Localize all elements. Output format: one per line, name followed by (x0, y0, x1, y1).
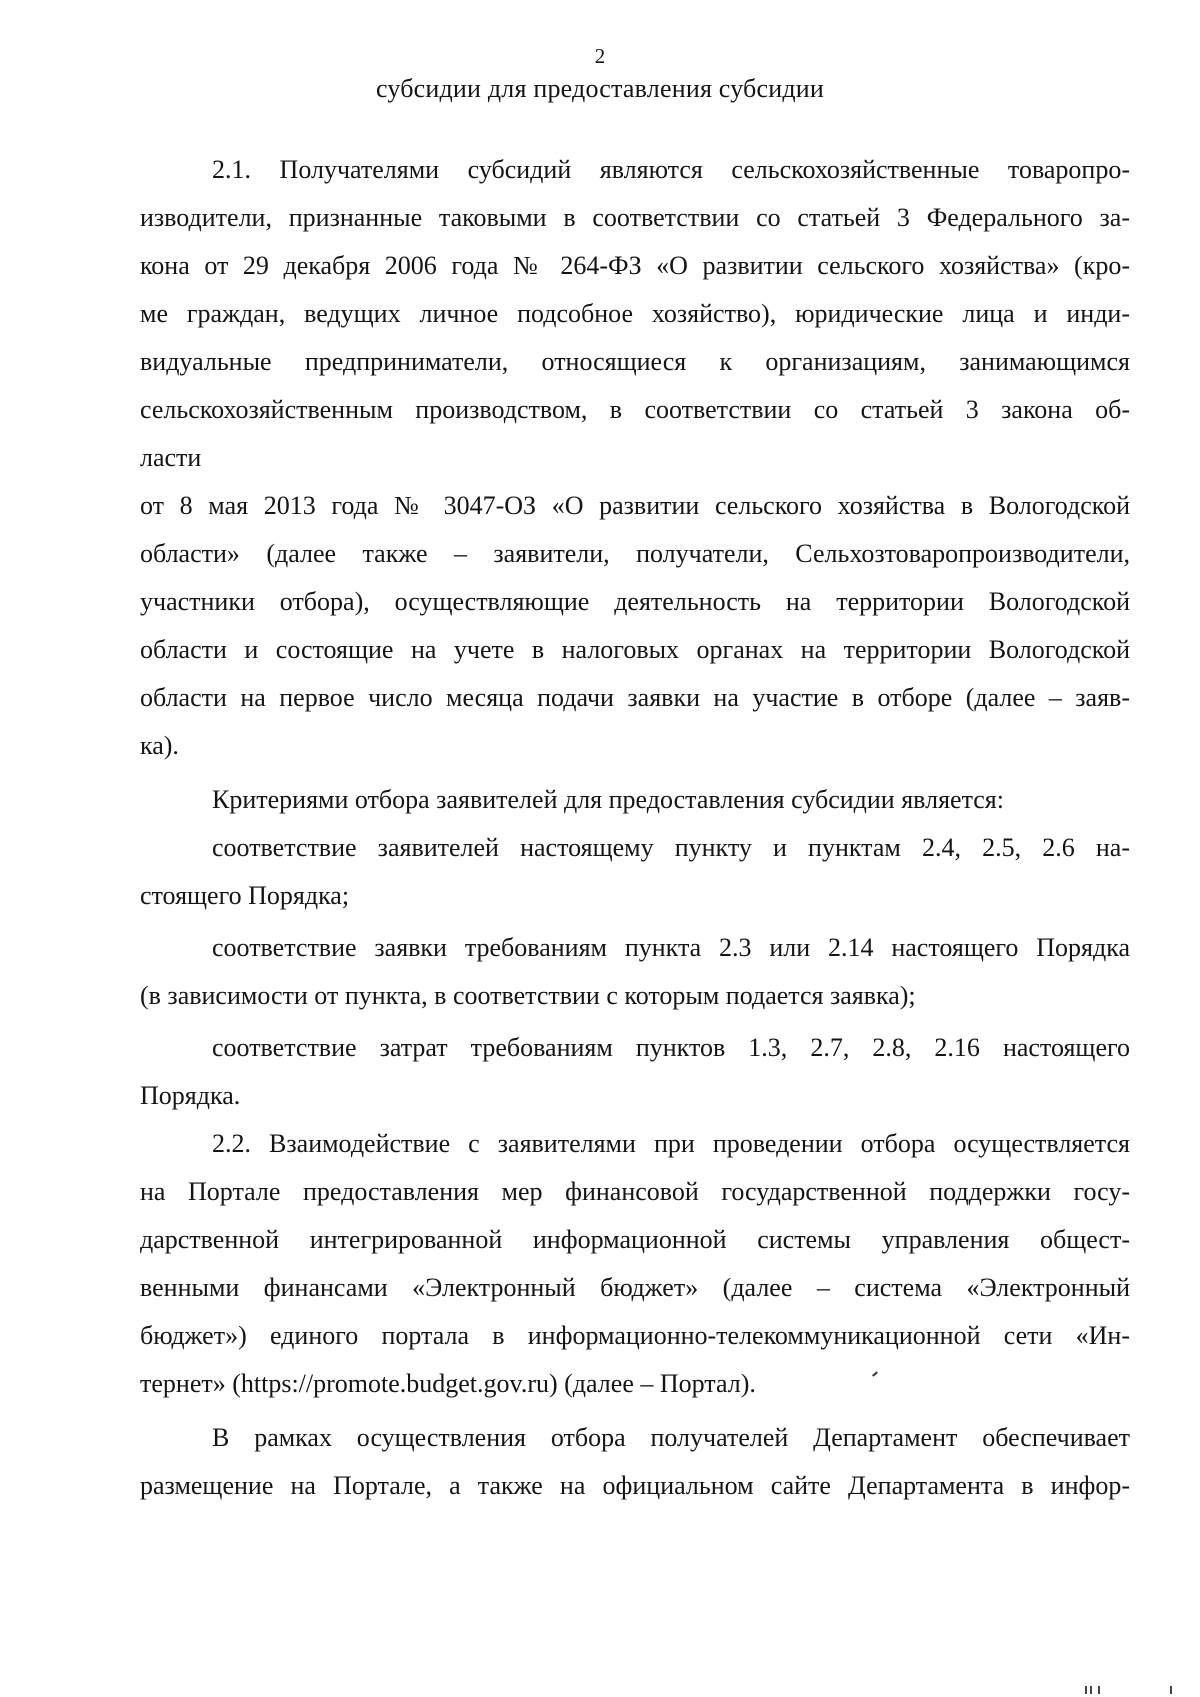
text-line: В рамках осуществления отбора получателей Департамент обеспечивает (212, 1423, 1130, 1452)
text-line: соответствие затрат требованиям пунктов 1.3, 2.7, 2.8, 2.16 настоящего (212, 1033, 1130, 1062)
text-line: соответствие заявки требованиям пункта 2.3 или 2.14 настоящего Порядка (212, 933, 1130, 962)
text-line: 2.2. Взаимодействие с заявителями при проведении отбора осуществляется (212, 1129, 1130, 1158)
text-line: стоящего Порядка; (140, 881, 350, 910)
scan-mark (1090, 1686, 1092, 1694)
text-line: (в зависимости от пункта, в соответствии с которым подается заявка); (140, 981, 916, 1010)
scan-mark (1170, 1686, 1172, 1694)
text-line: области на первое число месяца подачи заявки на участие в отборе (далее – заяв- (140, 683, 1130, 712)
text-line: 2.1. Получателями субсидий являются сельскохозяйственные товаропро- (212, 155, 1130, 184)
text-line: тернет» (https://promote.budget.gov.ru) (далее – Портал). (140, 1369, 756, 1398)
text-line: области» (далее также – заявители, получатели, Сельхозтоваропроизводители, (140, 539, 1130, 568)
text-line: ка). (140, 731, 179, 760)
text-line: венными финансами «Электронный бюджет» (далее – система «Электронный (140, 1273, 1130, 1302)
text-line: на Портале предоставления мер финансовой государственной поддержки госу- (140, 1177, 1130, 1206)
text-line: участники отбора), осуществляющие деятельность на территории Вологодской (140, 587, 1130, 616)
text-line: Порядка. (140, 1081, 241, 1110)
page-number: 2 (594, 44, 606, 68)
text-line: ме граждан, ведущих личное подсобное хозяйство), юридические лица и инди- (140, 299, 1130, 328)
text-line: размещение на Портале, а также на официальном сайте Департамента в инфор- (140, 1471, 1130, 1500)
heading-continuation: субсидии для предоставления субсидии (375, 74, 825, 103)
text-line: бюджет») единого портала в информационно-телекоммуникационной сети «Ин- (140, 1321, 1130, 1350)
scan-mark (1085, 1686, 1087, 1694)
text-line: дарственной интегрированной информационной системы управления общест- (140, 1225, 1130, 1254)
text-line: от 8 мая 2013 года № 3047-ОЗ «О развитии сельского хозяйства в Вологодской (140, 491, 1130, 520)
text-line: Критериями отбора заявителей для предоставления субсидии является: (212, 785, 1004, 814)
text-line: соответствие заявителей настоящему пункту и пунктам 2.4, 2.5, 2.6 на- (212, 833, 1130, 862)
text-line: сельскохозяйственным производством, в соответствии со статьей 3 закона об- (140, 395, 1130, 424)
scan-mark (1098, 1686, 1100, 1694)
text-line: области и состоящие на учете в налоговых органах на территории Вологодской (140, 635, 1130, 664)
text-line: ласти (140, 443, 202, 472)
text-line: видуальные предприниматели, относящиеся к организациям, занимающимся (140, 347, 1130, 376)
text-line: изводители, признанные таковыми в соответствии со статьей 3 Федерального за- (140, 203, 1130, 232)
text-line: кона от 29 декабря 2006 года № 264-ФЗ «О развитии сельского хозяйства» (кро- (140, 251, 1130, 280)
